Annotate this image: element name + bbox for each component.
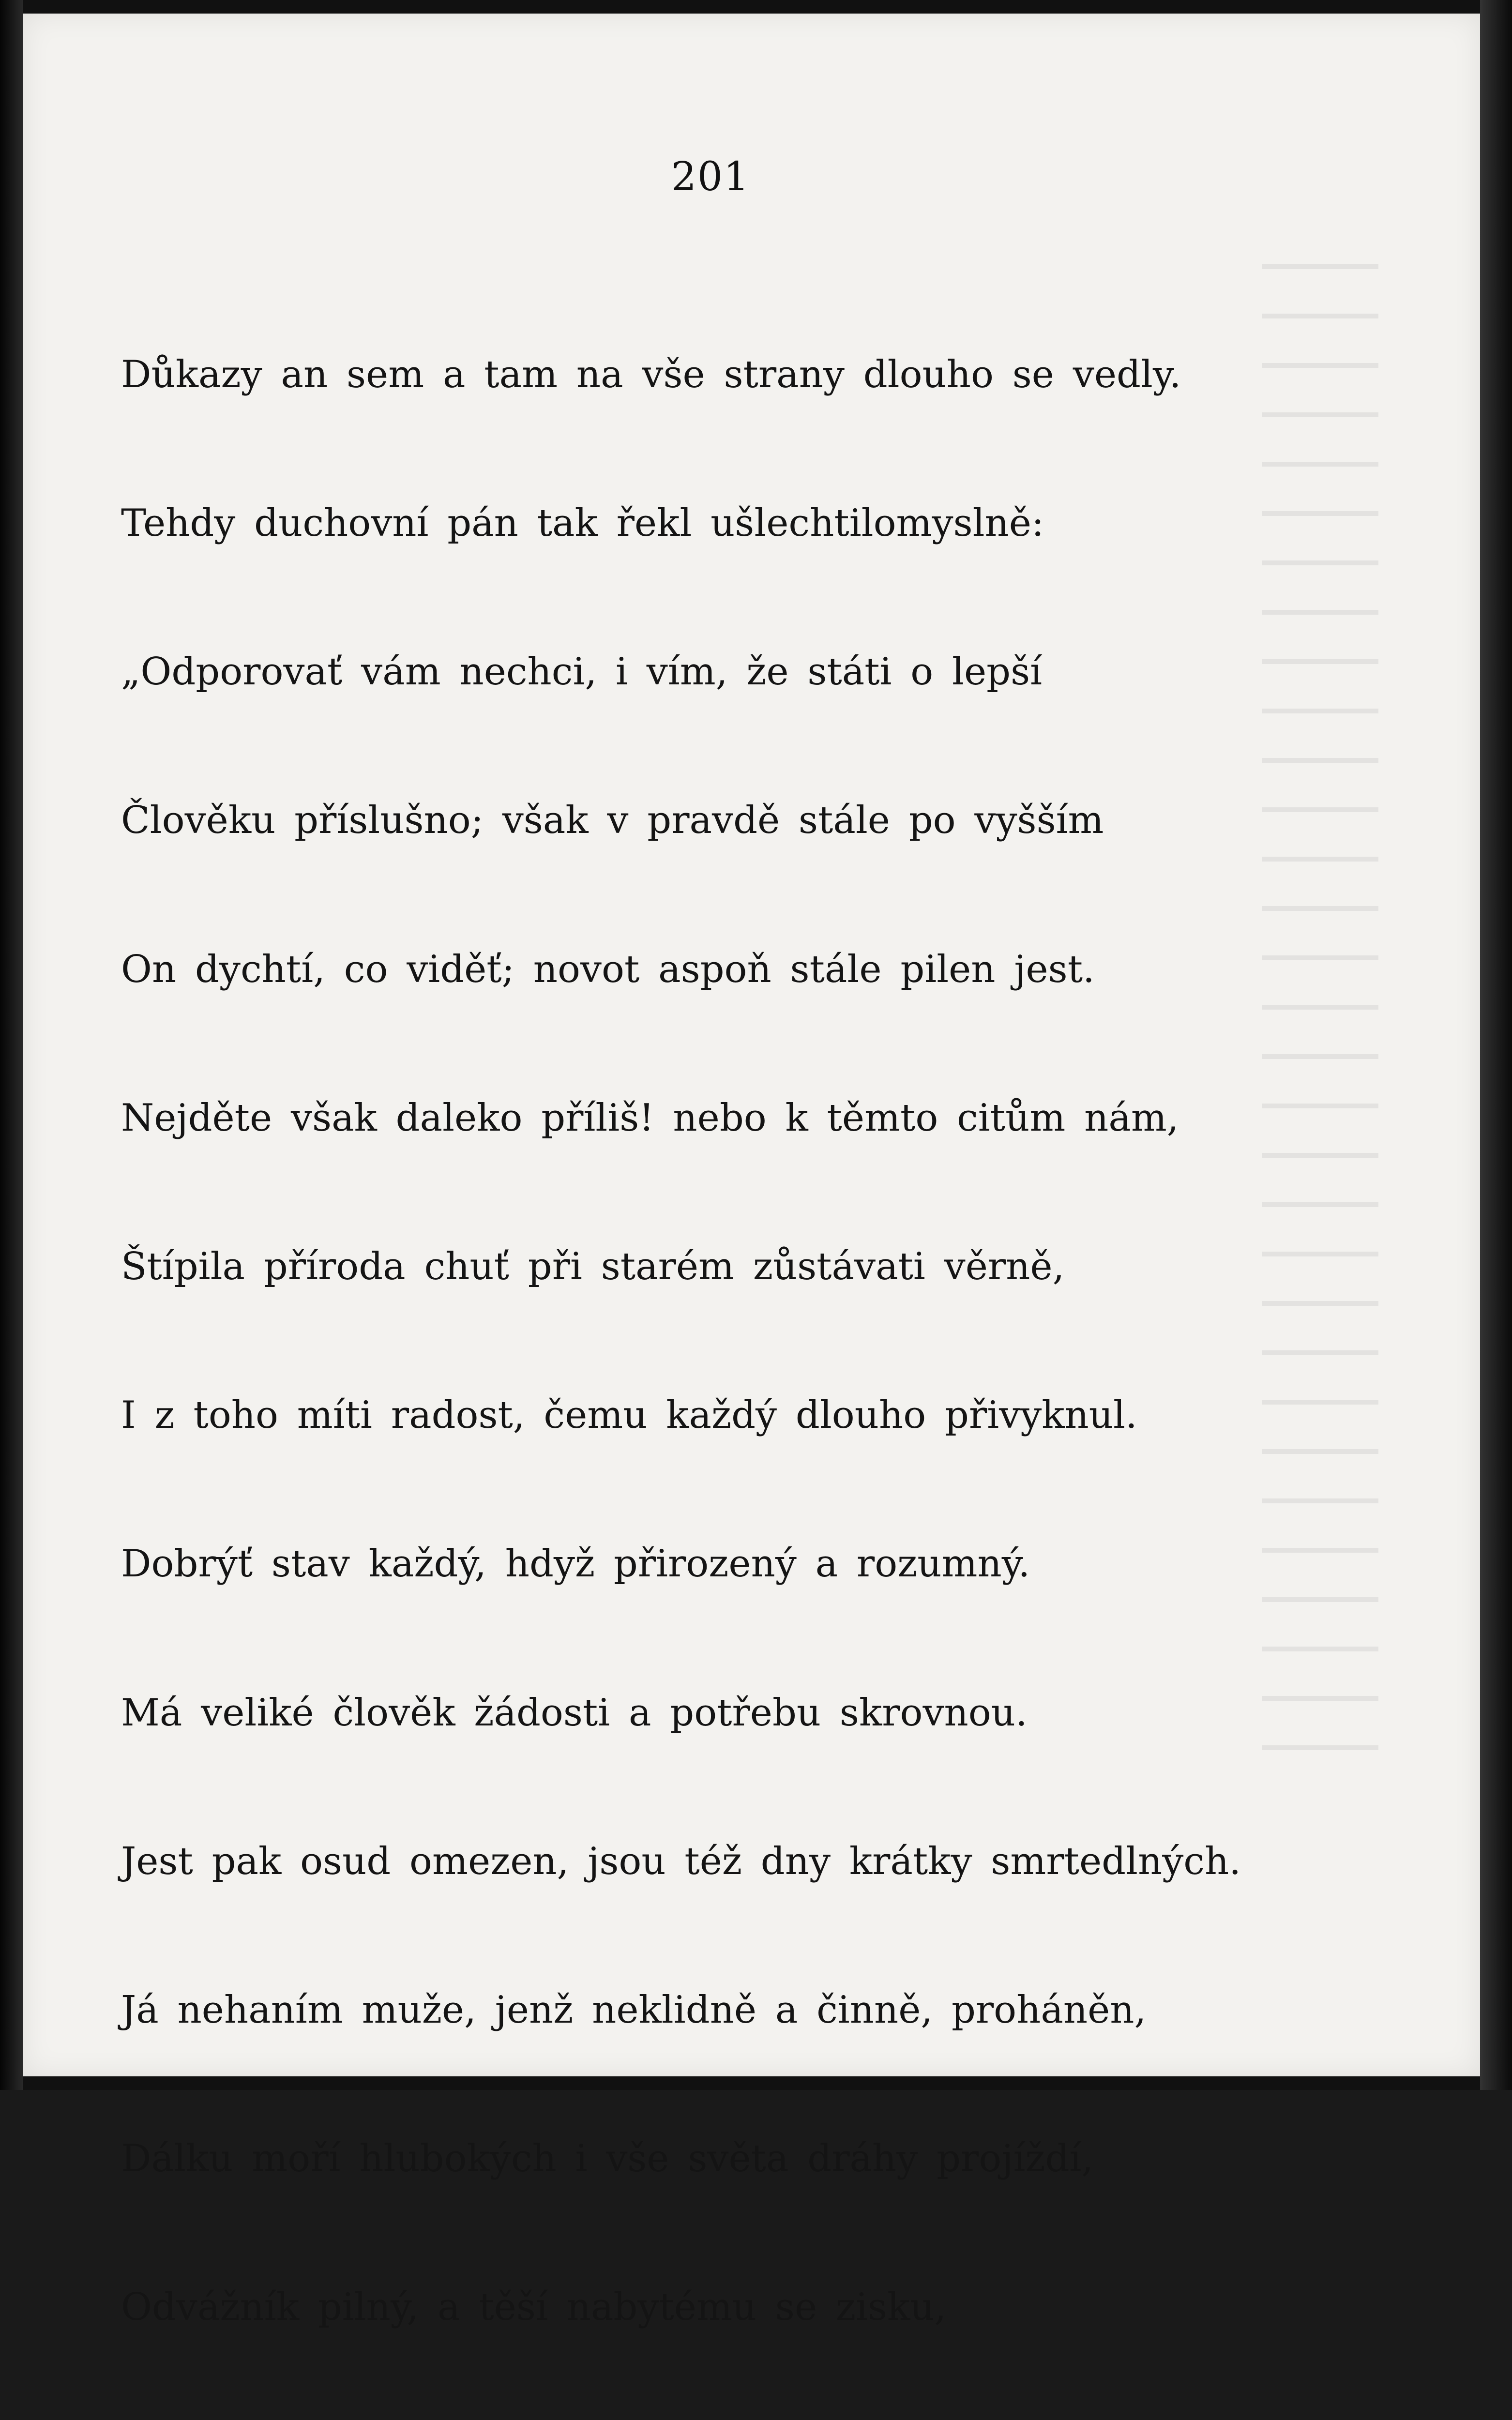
scan-left-edge: [0, 0, 23, 2090]
poem-line: Já nehaním muže, jenž neklidně a činně, proháněn,: [121, 1988, 1147, 2032]
scan-right-edge: [1480, 0, 1512, 2090]
poem-line: Dálku moří hlubokých i vše světa dráhy projíždí,: [121, 2137, 1094, 2181]
poem-line: On dychtí, co viděť; novot aspoň stále pilen jest.: [121, 947, 1095, 991]
poem-line: Jest pak osud omezen, jsou též dny krátky smrtedlných.: [121, 1839, 1241, 1883]
poem-line: Dobrýť stav každý, hdyž přirozený a rozumný.: [121, 1542, 1030, 1586]
poem-line: Odvážník pilný, a těší nabytému se zisku,: [121, 2285, 947, 2329]
poem-line: Štípila příroda chuť při starém zůstávati věrně,: [121, 1245, 1065, 1289]
book-page: [23, 14, 1480, 2329]
poem-line: „Odporovať vám nechci, i vím, že státi o lepší: [121, 650, 1043, 694]
poem-line: I z toho míti radost, čemu každý dlouho přivyknul.: [121, 1393, 1137, 1437]
page-number: 201: [671, 154, 750, 200]
poem-line: Má veliké člověk žádosti a potřebu skrovnou.: [121, 1691, 1028, 1735]
poem-text: [121, 251, 1341, 2420]
poem-line: Důkazy an sem a tam na vše strany dlouho se vedly.: [121, 352, 1181, 396]
poem-line: Nejděte však daleko příliš! nebo k těmto citům nám,: [121, 1096, 1179, 1140]
poem-line: Člověku příslušno; však v pravdě stále po vyšším: [121, 799, 1104, 843]
poem-line: Tehdy duchovní pán tak řekl ušlechtilomyslně:: [121, 501, 1044, 545]
